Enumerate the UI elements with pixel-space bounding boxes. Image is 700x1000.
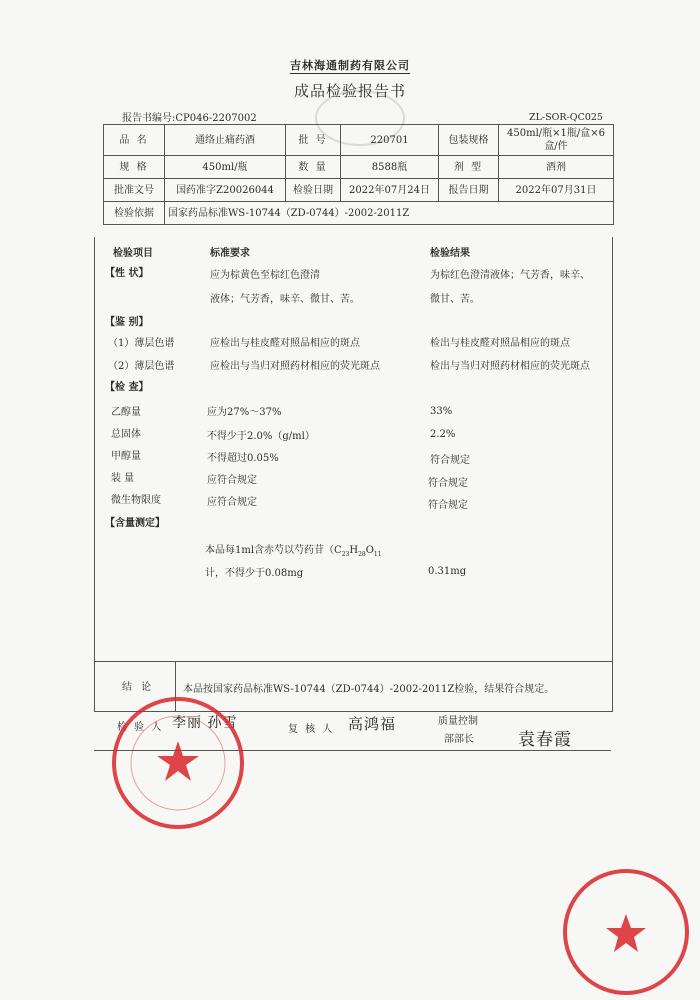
section-inspection: 【检 查】 [105, 382, 149, 393]
col-standard-header: 标准要求 [210, 248, 250, 259]
reviewer-label: 复 核 人 [288, 724, 335, 735]
col-item-header: 检验项目 [113, 248, 153, 259]
appearance-result-1: 为棕红色澄清液体；气芳香，味辛、 [430, 270, 590, 281]
form-code: ZL-SOR-QC025 [529, 112, 603, 123]
insp-5-result: 符合规定 [428, 500, 468, 511]
product-value: 通络止痛药酒 [165, 125, 286, 156]
insp-3-result: 符合规定 [430, 455, 470, 466]
product-label: 品 名 [104, 125, 165, 156]
insp-5-standard: 应符合规定 [207, 497, 257, 508]
pack-label: 包装规格 [439, 125, 499, 156]
section-assay: 【含量测定】 [105, 518, 165, 529]
report-title: 成品检验报告书 [293, 82, 406, 100]
ident-1-standard: 应检出与桂皮醛对照品相应的斑点 [210, 338, 360, 349]
insp-2-result: 2.2% [430, 429, 456, 440]
inspector-signature: 李丽 孙雪 [172, 715, 238, 731]
formula-o: O [365, 545, 374, 556]
assay-standard-1-text: 本品每1ml含赤芍以芍药苷（C [205, 545, 342, 556]
conclusion-text: 本品按国家药品标准WS-10744（ZD-0744）-2002-2011Z检验，结果符合规定。 [183, 684, 555, 695]
insp-4-item: 装 量 [111, 473, 135, 484]
report-date-value: 2022年07月31日 [499, 179, 614, 202]
reviewer-signature: 高鸿福 [348, 715, 397, 733]
insp-2-standard: 不得少于2.0%（g/ml） [207, 431, 315, 442]
ident-1-item: （1）薄层色谱 [108, 338, 175, 349]
insp-1-standard: 应为27%～37% [207, 407, 282, 418]
approval-value: 国药准字Z20026044 [165, 179, 286, 202]
qc-label-2: 部部长 [444, 734, 474, 745]
insp-5-item: 微生物限度 [111, 495, 161, 506]
company-name [0, 57, 700, 73]
insp-1-result: 33% [430, 406, 453, 417]
distributor-seal [560, 866, 692, 998]
report-number: 报告书编号:CP046-2207002 [122, 113, 257, 124]
ident-2-result: 检出与当归对照药材相应的荧光斑点 [430, 361, 590, 372]
assay-standard-1 [205, 541, 382, 558]
formula-h-sub: 28 [358, 551, 366, 558]
ident-2-item: （2）薄层色谱 [108, 361, 175, 372]
basis-value: 国家药品标准WS-10744（ZD-0744）-2002-2011Z [165, 202, 614, 225]
insp-4-result: 符合规定 [428, 478, 468, 489]
batch-value: 220701 [341, 125, 439, 156]
test-date-label: 检验日期 [286, 179, 341, 202]
approval-label: 批准文号 [104, 179, 165, 202]
ident-2-standard: 应检出与当归对照药材相应的荧光斑点 [210, 361, 380, 372]
section-identification: 【鉴 别】 [105, 317, 149, 328]
qty-label: 数 量 [286, 156, 341, 179]
insp-3-standard: 不得超过0.05% [207, 453, 279, 464]
insp-4-standard: 应符合规定 [207, 475, 257, 486]
appearance-result-2: 微甘、苦。 [430, 294, 480, 305]
company-seal [108, 693, 248, 833]
batch-label: 批 号 [286, 125, 341, 156]
report-date-label: 报告日期 [439, 179, 499, 202]
insp-3-item: 甲醇量 [111, 451, 141, 462]
formula-o-sub: 11 [373, 551, 382, 558]
insp-1-item: 乙醇量 [111, 407, 141, 418]
test-date-value: 2022年07月24日 [341, 179, 439, 202]
spec-label: 规 格 [104, 156, 165, 179]
qc-signature: 袁春霞 [518, 730, 572, 750]
conclusion-label: 结 论 [122, 682, 155, 693]
ident-1-result: 检出与桂皮醛对照品相应的斑点 [430, 338, 570, 349]
inspector-label: 检 验 人 [117, 722, 164, 733]
basis-label: 检验依据 [104, 202, 165, 225]
form-value: 酒剂 [499, 156, 614, 179]
formula-c-sub: 23 [341, 551, 350, 558]
qc-label-1: 质量控制 [438, 716, 478, 727]
assay-result: 0.31mg [428, 566, 467, 577]
appearance-standard-1: 应为棕黄色至棕红色澄清 [210, 270, 320, 281]
col-result-header: 检验结果 [430, 248, 470, 259]
form-label: 剂 型 [439, 156, 499, 179]
insp-2-item: 总固体 [111, 429, 141, 440]
assay-standard-2: 计，不得少于0.08mg [205, 568, 304, 579]
spec-value: 450ml/瓶 [165, 156, 286, 179]
qty-value: 8588瓶 [341, 156, 439, 179]
faint-seal-mark [312, 88, 408, 148]
appearance-standard-2: 液体；气芳香，味辛、微甘、苦。 [210, 294, 360, 305]
section-appearance: 【性 状】 [105, 268, 149, 279]
formula-h: H [349, 545, 359, 556]
company-name-text: 吉林海通制药有限公司 [290, 59, 410, 72]
pack-value: 450ml/瓶×1瓶/盒×6盒/件 [499, 125, 614, 156]
